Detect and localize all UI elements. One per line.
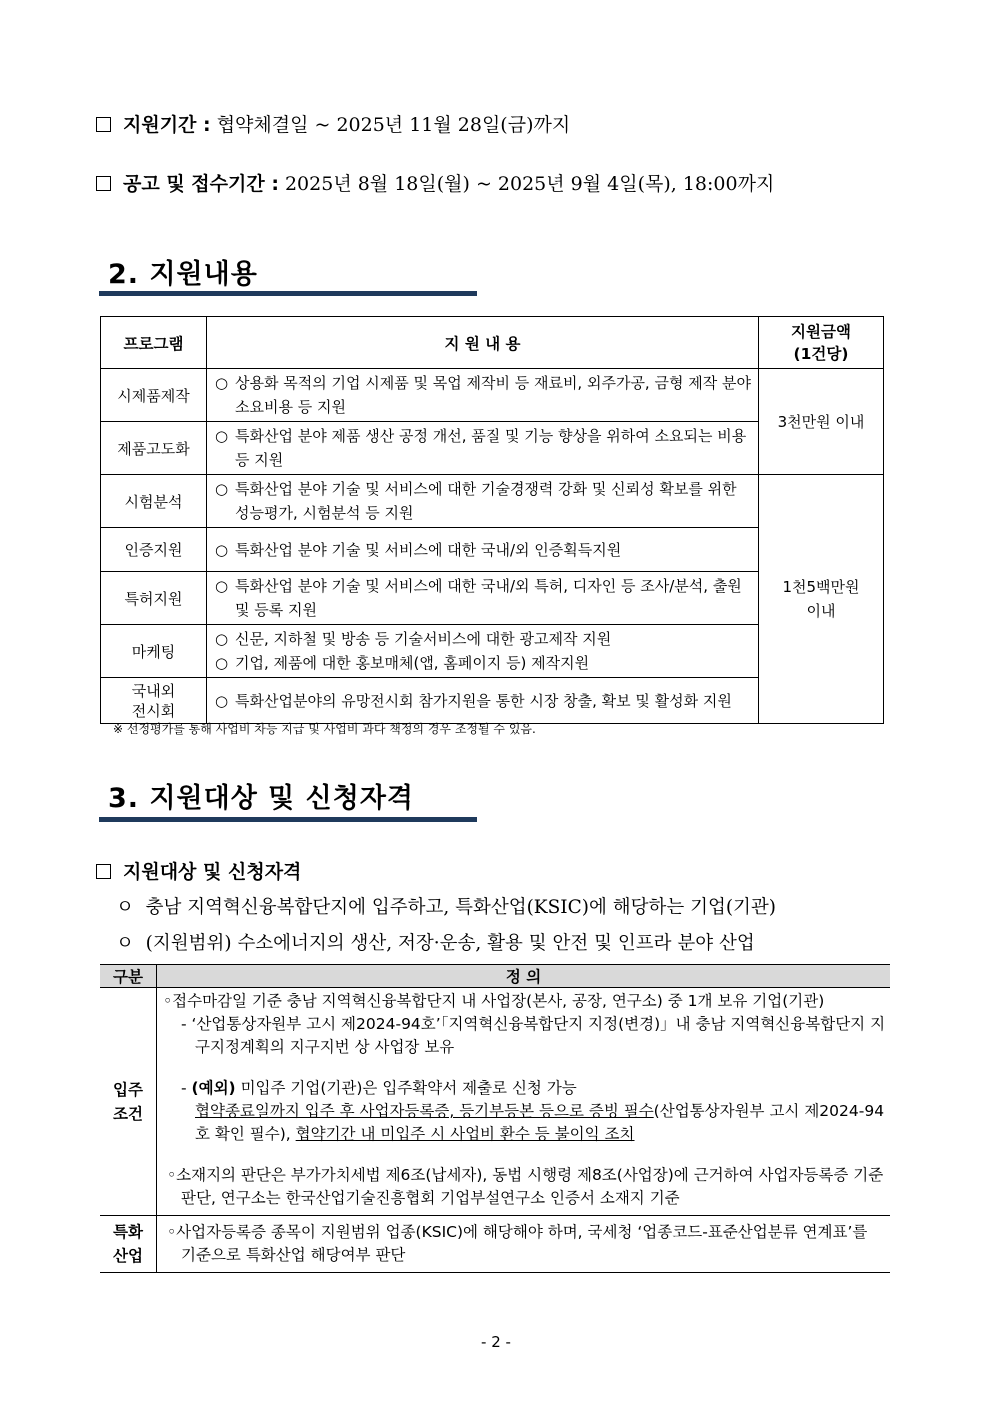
bullet: ○ <box>215 540 229 559</box>
header-category: 구분 <box>100 965 157 988</box>
program-name: 제품고도화 <box>101 422 207 475</box>
program-name: 마케팅 <box>101 625 207 678</box>
section-2-underline <box>99 291 477 296</box>
table-row <box>100 988 890 1216</box>
definition-paragraph: ◦접수마감일 기준 충남 지역혁신융복합단지 내 사업장(본사, 공장, 연구소) 중 1개 보유 기업(기관) <box>163 992 825 1010</box>
content-text: 특화산업 분야 기술 및 서비스에 대한 국내/외 특허, 디자인 등 조사/분석, 출원 및 등록 지원 <box>235 577 742 619</box>
content-text: 특화산업 분야 기술 및 서비스에 대한 기술경쟁력 강화 및 신뢰성 확보를 위한 성능평가, 시험분석 등 지원 <box>235 480 737 522</box>
table-row <box>101 369 884 422</box>
notice-period-label: 공고 및 접수기간 : <box>123 173 279 195</box>
notice-period-line <box>96 169 774 196</box>
header-definition: 정 의 <box>157 965 891 988</box>
page-number: - 2 - <box>481 1333 511 1351</box>
bullet: ○ <box>215 480 229 498</box>
eligibility-text: 충남 지역혁신융복합단지에 입주하고, 특화산업(KSIC)에 해당하는 기업(기관) <box>145 897 777 918</box>
checkbox-square-icon <box>96 117 111 132</box>
bullet: ○ <box>215 630 229 648</box>
definition-paragraph: ◦소재지의 판단은 부가가치세법 제6조(납세자), 동법 시행령 제8조(사업장)에 근거하여 사업자등록증 기준 판단, 연구소는 한국산업기술진흥협회 기업부설연구소 인증서 소재지 기준 <box>167 1166 884 1207</box>
bullet: ○ <box>215 654 229 672</box>
eligibility-text: (지원범위) 수소에너지의 생산, 저장·운송, 활용 및 안전 및 인프라 분야 산업 <box>145 933 755 954</box>
table-note: ※ 선정평가를 통해 사업비 차등 지급 및 사업비 과다 책정의 경우 조정될 수 있음. <box>113 722 536 736</box>
program-name: 특허지원 <box>101 572 207 625</box>
amount-group-1: 3천만원 이내 <box>759 369 884 475</box>
support-period-value: 협약체결일 ~ 2025년 11월 28일(금)까지 <box>216 114 571 136</box>
header-content: 지 원 내 용 <box>207 317 759 369</box>
bullet: ○ <box>215 427 229 445</box>
section-2-title: 2. 지원내용 <box>108 259 258 290</box>
exception-line: - (예외) 미입주 기업(기관)은 입주확약서 제출로 신청 가능 <box>181 1079 577 1097</box>
amount-group-2: 1천5백만원 이내 <box>759 475 884 724</box>
table-row <box>101 475 884 528</box>
bullet: ㅇ <box>116 897 134 918</box>
support-content-table <box>100 316 884 724</box>
table-row <box>100 1216 890 1273</box>
content-text: 특화산업 분야 기술 및 서비스에 대한 국내/외 인증획득지원 <box>235 540 622 559</box>
header-program: 프로그램 <box>101 317 207 369</box>
definition-paragraph: ◦사업자등록증 종목이 지원범위 업종(KSIC)에 해당해야 하며, 국세청 ‘업종코드-표준산업분류 연계표’를 기준으로 특화산업 해당여부 판단 <box>167 1223 868 1264</box>
content-text: 기업, 제품에 대한 홍보매체(앱, 홈페이지 등) 제작지원 <box>235 654 590 672</box>
bullet: ○ <box>215 691 229 710</box>
content-text: 특화산업분야의 유망전시회 참가지원을 통한 시장 창출, 확보 및 활성화 지원 <box>235 691 732 710</box>
bullet: ○ <box>215 374 229 392</box>
support-period-line <box>96 110 570 137</box>
category-cell: 특화 산업 <box>100 1216 157 1273</box>
checkbox-square-icon <box>96 864 111 879</box>
content-text: 신문, 지하철 및 방송 등 기술서비스에 대한 광고제작 지원 <box>235 630 612 648</box>
exception-label: (예외) <box>191 1079 236 1097</box>
checkbox-square-icon <box>96 176 111 191</box>
eligibility-item <box>116 929 755 955</box>
program-name: 국내외 전시회 <box>101 678 207 724</box>
bullet: ㅇ <box>116 933 134 954</box>
subsection-label: 지원대상 및 신청자격 <box>123 861 302 883</box>
eligibility-item <box>116 893 776 919</box>
bullet: ○ <box>215 577 229 595</box>
program-name: 시제품제작 <box>101 369 207 422</box>
subsection-heading <box>96 857 301 884</box>
content-text: 특화산업 분야 제품 생산 공정 개선, 품질 및 기능 향상을 위하여 소요되는 비용 등 지원 <box>235 427 747 469</box>
header-amount: 지원금액 (1건당) <box>759 317 884 369</box>
eligibility-table <box>100 964 890 1273</box>
section-3-underline <box>99 817 477 822</box>
notice-period-value: 2025년 8월 18일(월) ~ 2025년 9월 4일(목), 18:00까지 <box>284 173 775 195</box>
program-name: 인증지원 <box>101 528 207 572</box>
definition-subpoint: - ‘산업통상자원부 고시 제2024-94호’「지역혁신융복합단지 지정(변경)」내 충남 지역혁신융복합단지 지구지정계획의 지구지번 상 사업장 보유 <box>181 1015 886 1056</box>
section-3-title: 3. 지원대상 및 신청자격 <box>108 783 414 814</box>
program-name: 시험분석 <box>101 475 207 528</box>
category-cell: 입주 조건 <box>100 988 157 1216</box>
exception-detail: 협약종료일까지 입주 후 사업자등록증, 등기부등본 등으로 증빙 필수(산업통상자원부 고시 제2024-94호 확인 필수), 협약기간 내 미입주 시 사업비 환수 등 불이익 조치 <box>195 1102 885 1143</box>
support-period-label: 지원기간 : <box>123 114 211 136</box>
content-text: 상용화 목적의 기업 시제품 및 목업 제작비 등 재료비, 외주가공, 금형 제작 분야 소요비용 등 지원 <box>235 374 751 416</box>
